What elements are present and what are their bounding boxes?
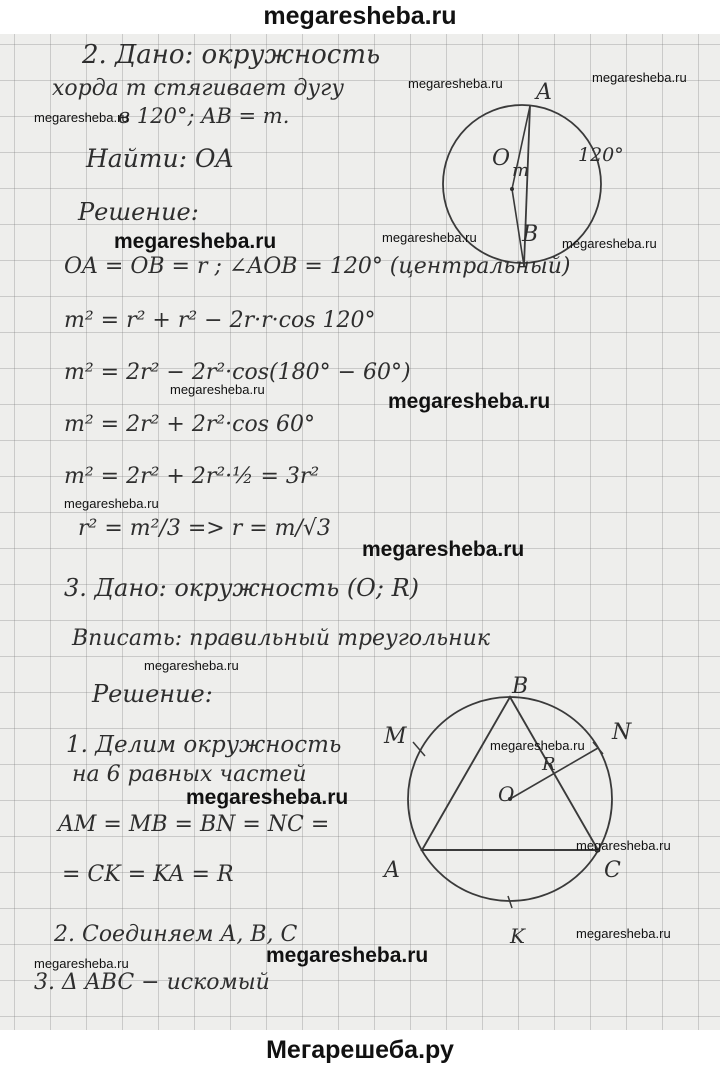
p3-step2: 2. Соединяем A, B, C bbox=[54, 922, 298, 947]
p2-solution-heading: Решение: bbox=[78, 198, 199, 226]
p3-inscribed-triangle-figure bbox=[395, 684, 635, 924]
p2-label-a: A bbox=[536, 80, 552, 105]
watermark: megaresheba.ru bbox=[362, 538, 525, 561]
p2-step-4: m² = 2r² + 2r²·cos 60° bbox=[64, 412, 316, 437]
watermark: megaresheba.ru bbox=[592, 70, 687, 85]
watermark: megaresheba.ru bbox=[576, 838, 671, 853]
watermark: megaresheba.ru bbox=[388, 390, 551, 413]
p3-label-k: K bbox=[510, 924, 525, 948]
p3-eq-line2: = CK = KA = R bbox=[62, 862, 234, 887]
p2-step-1: OA = OB = r ; ∠AOB = 120° (центральный) bbox=[64, 254, 571, 279]
p2-label-m: m bbox=[512, 160, 530, 181]
p2-step-6: r² = m²/3 => r = m/√3 bbox=[78, 516, 331, 541]
watermark: megaresheba.ru bbox=[382, 230, 477, 245]
p3-label-c: C bbox=[604, 858, 621, 883]
p3-label-o: O bbox=[498, 782, 515, 806]
p2-label-b: B bbox=[522, 222, 539, 247]
p3-step1-line2: на 6 равных частей bbox=[72, 762, 307, 787]
site-header[interactable]: megaresheba.ru bbox=[0, 0, 720, 34]
watermark: megaresheba.ru bbox=[408, 76, 503, 91]
p2-step-5: m² = 2r² + 2r²·½ = 3r² bbox=[64, 464, 320, 489]
p2-find: Найти: OA bbox=[86, 144, 234, 173]
p2-given-line1: 2. Дано: окружность bbox=[82, 40, 381, 70]
p2-label-o: O bbox=[492, 146, 511, 171]
p3-step1-line1: 1. Делим окружность bbox=[66, 732, 342, 758]
p2-given-line2: хорда m стягивает дугу bbox=[52, 76, 345, 101]
watermark: megaresheba.ru bbox=[186, 786, 349, 809]
p3-task: Вписать: правильный треугольник bbox=[72, 626, 490, 651]
watermark: megaresheba.ru bbox=[562, 236, 657, 251]
watermark: megaresheba.ru bbox=[266, 944, 429, 967]
watermark: megaresheba.ru bbox=[144, 658, 239, 673]
p2-step-3: m² = 2r² − 2r²·cos(180° − 60°) bbox=[64, 360, 411, 385]
p3-label-n: N bbox=[612, 720, 632, 745]
p3-label-a: A bbox=[384, 858, 400, 883]
notebook-sheet bbox=[0, 34, 720, 1030]
watermark: megaresheba.ru bbox=[576, 926, 671, 941]
p2-arc-label: 120° bbox=[578, 144, 624, 166]
p3-label-m: M bbox=[384, 724, 407, 749]
p2-center-point bbox=[510, 187, 514, 191]
p3-label-b: B bbox=[512, 674, 529, 699]
watermark: megaresheba.ru bbox=[34, 956, 129, 971]
p3-label-r: R bbox=[542, 754, 556, 775]
site-footer[interactable]: Мегарешеба.ру bbox=[0, 1030, 720, 1072]
watermark: megaresheba.ru bbox=[34, 110, 129, 125]
p3-triangle-abc bbox=[422, 697, 598, 850]
p3-step3: 3. Δ ABC − искомый bbox=[34, 970, 270, 995]
watermark: megaresheba.ru bbox=[490, 738, 585, 753]
p3-solution-heading: Решение: bbox=[92, 680, 213, 708]
watermark: megaresheba.ru bbox=[64, 496, 159, 511]
p3-tick-n bbox=[593, 742, 603, 754]
p2-step-2: m² = r² + r² − 2r·r·cos 120° bbox=[64, 308, 376, 333]
p2-given-line3: в 120°; AB = m. bbox=[118, 104, 290, 128]
p3-tick-k bbox=[508, 896, 512, 908]
watermark: megaresheba.ru bbox=[114, 230, 277, 253]
watermark: megaresheba.ru bbox=[170, 382, 265, 397]
p3-given: 3. Дано: окружность (O; R) bbox=[64, 574, 420, 602]
p3-eq-line1: AM = MB = BN = NC = bbox=[58, 812, 330, 837]
